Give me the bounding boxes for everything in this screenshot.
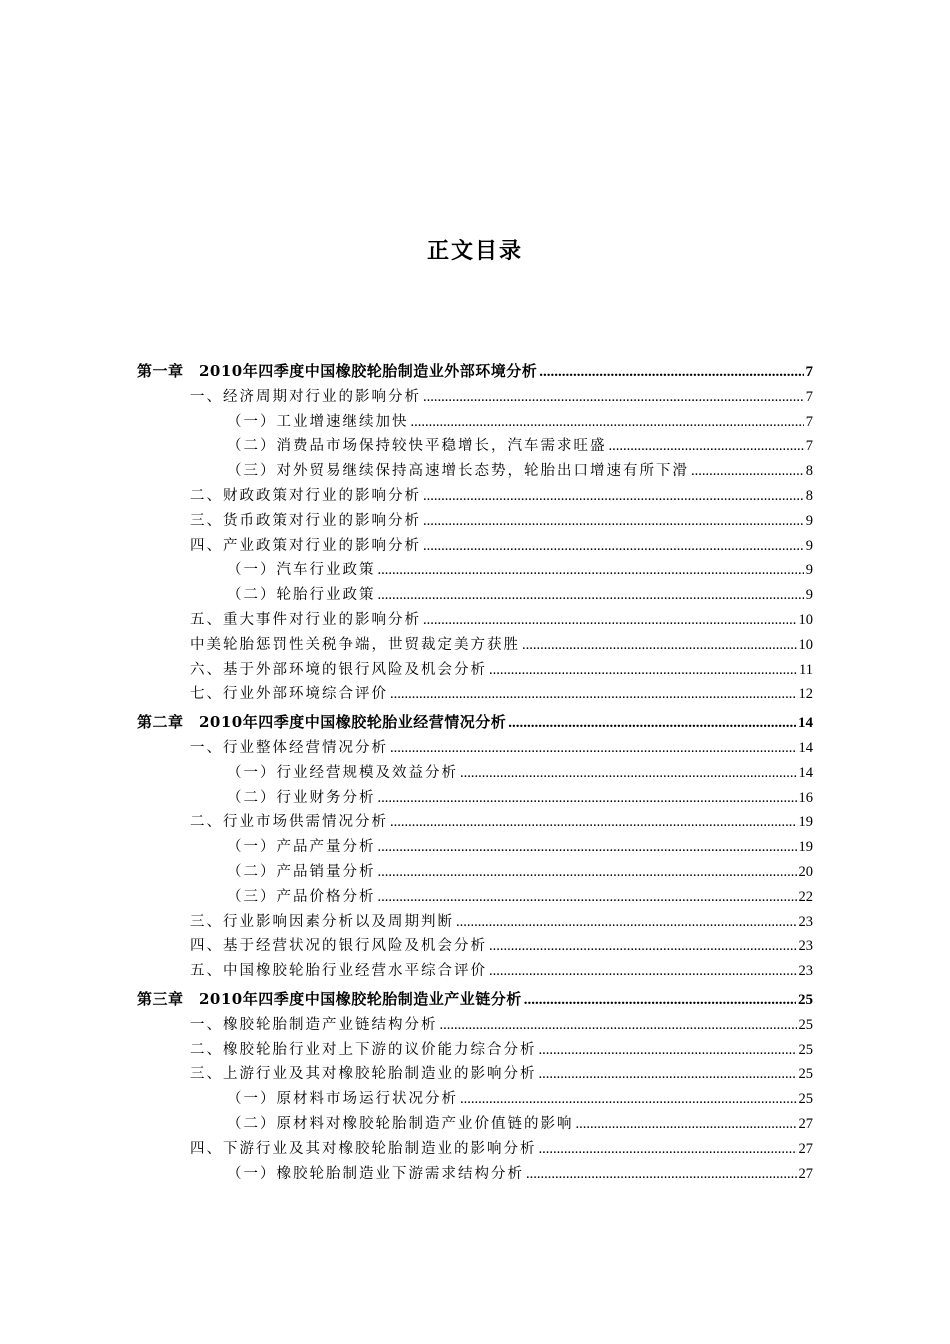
toc-entry[interactable] (137, 1062, 813, 1087)
toc-leader-dots (378, 790, 797, 807)
toc-page-number: 9 (805, 562, 813, 579)
toc-entry[interactable] (137, 484, 813, 509)
toc-entry-label: （二）消费品市场保持较快平稳增长，汽车需求旺盛 (227, 438, 607, 455)
toc-leader-dots (411, 414, 804, 431)
toc-page-number: 19 (798, 814, 813, 831)
toc-entry-label: 七、行业外部环境综合评价 (190, 686, 388, 703)
toc-entry-label: （一）工业增速继续加快 (227, 413, 409, 430)
toc-entry-label: 第一章 2010年四季度中国橡胶轮胎制造业外部环境分析 (137, 362, 538, 380)
toc-entry-label: 中美轮胎惩罚性关税争端，世贸裁定美方获胜 (190, 636, 520, 653)
toc-leader-dots (539, 1141, 797, 1158)
toc-entry-label: 五、重大事件对行业的影响分析 (190, 611, 421, 628)
toc-page-number: 14 (798, 764, 813, 781)
toc-leader-dots (539, 1042, 797, 1059)
toc-page-number: 7 (805, 438, 813, 455)
toc-entry[interactable] (137, 1112, 813, 1137)
toc-leader-dots (508, 715, 796, 732)
toc-leader-dots (423, 513, 804, 530)
toc-leader-dots (522, 637, 797, 654)
toc-entry-label: 四、产业政策对行业的影响分析 (190, 537, 421, 554)
toc-entry-label: 三、行业影响因素分析以及周期判断 (190, 913, 454, 930)
toc-entry-label: 一、橡胶轮胎制造产业链结构分析 (190, 1016, 438, 1033)
toc-chapter-3[interactable] (137, 988, 813, 1013)
toc-entry-label: 一、行业整体经营情况分析 (190, 739, 388, 756)
toc-leader-dots (378, 839, 797, 856)
toc-entry[interactable] (137, 1087, 813, 1112)
toc-leader-dots (609, 438, 804, 455)
toc-entry-label: （一）原材料市场运行状况分析 (227, 1091, 458, 1108)
toc-leader-dots (390, 740, 797, 757)
toc-entry[interactable] (137, 410, 813, 435)
toc-leader-dots (539, 1066, 797, 1083)
toc-entry[interactable] (137, 1038, 813, 1063)
toc-entry-label: 二、财政政策对行业的影响分析 (190, 487, 421, 504)
toc-entry[interactable] (137, 434, 813, 459)
toc-leader-dots (526, 1166, 797, 1183)
toc-entry-label: （一）汽车行业政策 (227, 562, 376, 579)
toc-entry[interactable] (137, 682, 813, 707)
toc-page-number: 9 (805, 537, 813, 554)
toc-entry-label: 二、橡胶轮胎行业对上下游的议价能力综合分析 (190, 1041, 537, 1058)
toc-leader-dots (489, 963, 797, 980)
toc-page-number: 23 (798, 938, 813, 955)
toc-page-number: 11 (799, 661, 813, 678)
toc-page-number: 27 (798, 1115, 813, 1132)
toc-entry[interactable] (137, 736, 813, 761)
toc-entry[interactable] (137, 835, 813, 860)
toc-page-number: 27 (798, 1165, 813, 1182)
toc-page-number: 25 (798, 1066, 813, 1083)
toc-leader-dots (423, 538, 804, 555)
toc-page-number: 8 (805, 463, 813, 480)
toc-leader-dots (378, 562, 804, 579)
toc-leader-dots (456, 914, 797, 931)
toc-entry[interactable] (137, 959, 813, 984)
toc-entry-label: 第二章 2010年四季度中国橡胶轮胎业经营情况分析 (137, 713, 507, 732)
toc-page-number: 9 (805, 512, 813, 529)
toc-page-number: 23 (798, 913, 813, 930)
toc-entry-label: 第三章 2010年四季度中国橡胶轮胎制造业产业链分析 (137, 989, 522, 1008)
toc-entry[interactable] (137, 910, 813, 935)
toc-entry-label: 三、上游行业及其对橡胶轮胎制造业的影响分析 (190, 1066, 537, 1083)
toc-entry-label: （二）行业财务分析 (227, 789, 376, 806)
toc-leader-dots (378, 889, 797, 906)
toc-leader-dots (489, 938, 797, 955)
toc-leader-dots (524, 992, 796, 1009)
toc-page-number: 7 (805, 388, 813, 405)
toc-page-number: 10 (798, 611, 813, 628)
toc-page-number: 19 (798, 839, 813, 856)
toc-page-number: 14 (798, 715, 813, 732)
toc-entry[interactable] (137, 1162, 813, 1187)
toc-entry[interactable] (137, 810, 813, 835)
toc-page-number: 20 (798, 863, 813, 880)
toc-page-number: 22 (798, 888, 813, 905)
toc-entry-label: 一、经济周期对行业的影响分析 (190, 388, 421, 405)
toc-page-number: 25 (798, 1091, 813, 1108)
toc-entry[interactable] (137, 1013, 813, 1038)
toc-entry-label: （一）行业经营规模及效益分析 (227, 764, 458, 781)
toc-leader-dots (423, 488, 804, 505)
toc-page-number: 25 (798, 1016, 813, 1033)
toc-page-number: 16 (798, 789, 813, 806)
toc-leader-dots (423, 389, 804, 406)
toc-entry-label: （二）产品销量分析 (227, 863, 376, 880)
toc-page-number: 25 (798, 991, 813, 1008)
toc-leader-dots (390, 814, 797, 831)
toc-leader-dots (440, 1017, 797, 1034)
toc-entry-label: （一）橡胶轮胎制造业下游需求结构分析 (227, 1165, 524, 1182)
toc-leader-dots (460, 1091, 797, 1108)
toc-leader-dots (423, 612, 797, 629)
toc-entry[interactable] (137, 583, 813, 608)
toc-page-number: 9 (805, 587, 813, 604)
toc-entry[interactable] (137, 459, 813, 484)
page-title: 正文目录 (426, 239, 523, 264)
toc-entry[interactable] (137, 761, 813, 786)
toc-entry[interactable] (137, 534, 813, 559)
toc-entry[interactable] (137, 885, 813, 910)
toc-entry[interactable] (137, 558, 813, 583)
toc-leader-dots (489, 662, 797, 679)
table-of-contents (137, 360, 813, 1186)
toc-entry-label: （一）产品产量分析 (227, 839, 376, 856)
toc-leader-dots (460, 765, 797, 782)
toc-page-number: 25 (798, 1041, 813, 1058)
toc-entry-label: 三、货币政策对行业的影响分析 (190, 512, 421, 529)
toc-entry-label: （二）轮胎行业政策 (227, 587, 376, 604)
toc-entry[interactable] (137, 658, 813, 683)
toc-leader-dots (378, 864, 797, 881)
toc-entry-label: 四、下游行业及其对橡胶轮胎制造业的影响分析 (190, 1140, 537, 1157)
toc-page-number: 12 (798, 686, 813, 703)
toc-leader-dots (691, 463, 804, 480)
toc-entry[interactable] (137, 860, 813, 885)
toc-entry[interactable] (137, 786, 813, 811)
toc-page-number: 8 (805, 487, 813, 504)
toc-leader-dots (539, 364, 803, 381)
toc-page-number: 10 (798, 636, 813, 653)
toc-page-number: 23 (798, 963, 813, 980)
toc-chapter-2[interactable] (137, 711, 813, 736)
toc-entry[interactable] (137, 385, 813, 410)
toc-entry[interactable] (137, 1137, 813, 1162)
toc-entry[interactable] (137, 934, 813, 959)
toc-page-number: 7 (805, 364, 813, 380)
toc-entry-label: 五、中国橡胶轮胎行业经营水平综合评价 (190, 963, 487, 980)
toc-entry-label: （三）对外贸易继续保持高速增长态势，轮胎出口增速有所下滑 (227, 463, 689, 480)
toc-leader-dots (378, 587, 804, 604)
toc-entry-label: （三）产品价格分析 (227, 888, 376, 905)
toc-leader-dots (390, 686, 797, 703)
toc-entry[interactable] (137, 608, 813, 633)
toc-entry-label: 四、基于经营状况的银行风险及机会分析 (190, 938, 487, 955)
toc-entry[interactable] (137, 633, 813, 658)
toc-entry-label: 二、行业市场供需情况分析 (190, 814, 388, 831)
toc-page-number: 27 (798, 1140, 813, 1157)
toc-page-number: 7 (805, 413, 813, 430)
toc-chapter-1[interactable] (137, 360, 813, 385)
toc-entry[interactable] (137, 509, 813, 534)
toc-leader-dots (576, 1116, 797, 1133)
toc-entry-label: 六、基于外部环境的银行风险及机会分析 (190, 661, 487, 678)
toc-page-number: 14 (798, 739, 813, 756)
toc-entry-label: （二）原材料对橡胶轮胎制造产业价值链的影响 (227, 1115, 574, 1132)
